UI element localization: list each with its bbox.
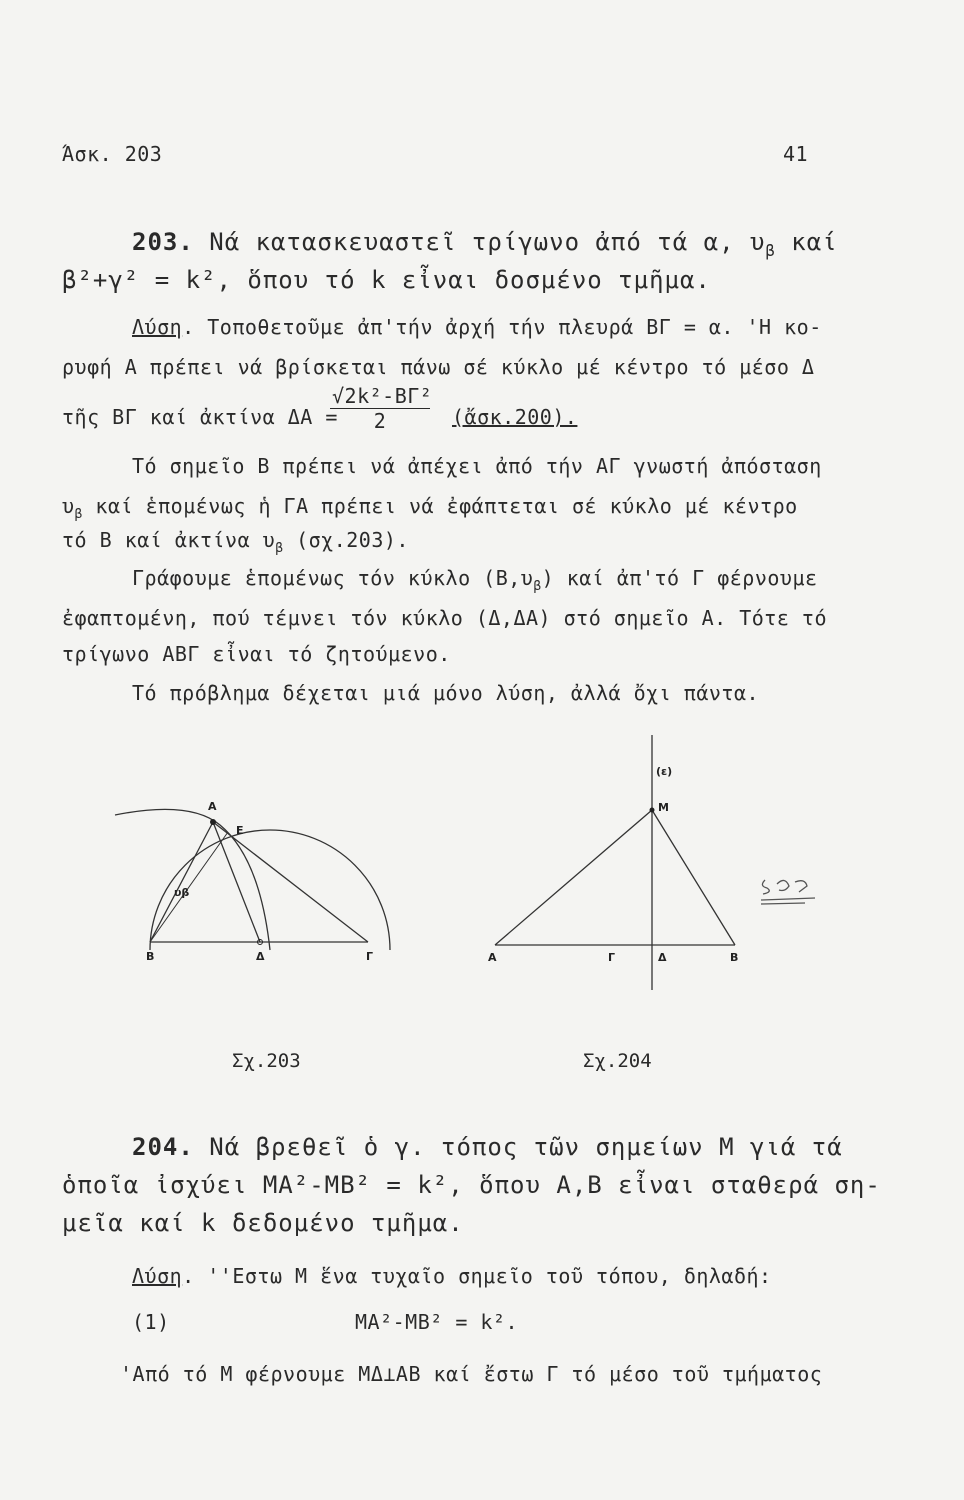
figure-204 <box>480 735 770 1000</box>
point-A <box>210 819 216 825</box>
text-line: τῆς ΒΓ καί ἀκτίνα ΔΑ = <box>62 405 338 429</box>
side-AB <box>150 822 213 942</box>
page-number: 41 <box>783 142 809 166</box>
ex204-number: 204. <box>132 1133 194 1161</box>
radius-fraction <box>330 384 433 433</box>
solution-label: Λύση <box>132 1264 183 1288</box>
text-line: ἐφαπτομένη, πού τέμνει τόν κύκλο (Δ,ΔΑ) στό σημεῖο Α. Τότε τό <box>62 606 828 630</box>
running-header: Άσκ. 203 <box>62 142 163 166</box>
figure-203 <box>110 780 410 970</box>
text-line: τρίγωνο ΑΒΓ εἶναι τό ζητούμενο. <box>62 642 451 666</box>
label-A: Α <box>488 951 497 964</box>
text-line: Τό σημεῖο Β πρέπει νά ἀπέχει ἀπό τήν ΑΓ γνωστή ἀπόσταση <box>132 454 822 478</box>
label-ub: υβ <box>174 886 190 899</box>
ex203-statement-line2: β²+γ² = k², ὅπου τό k εἶναι δοσμένο τμῆμα. <box>62 266 711 294</box>
point-M <box>650 808 655 813</box>
label-D: Δ <box>256 950 265 963</box>
ex203-statement-line1: 203. Νά κατασκευαστεῖ τρίγωνο ἀπό τά α, $\upsilon_\beta$ καί <box>132 228 838 260</box>
label-G: Γ <box>366 950 374 963</box>
ex204-statement-line1: 204. Νά βρεθεῖ ὁ γ. τόπος τῶν σημείων Μ γιά τά <box>132 1133 843 1161</box>
segment-MA <box>495 810 652 945</box>
label-E: Ε <box>236 824 244 837</box>
label-D: Δ <box>658 951 667 964</box>
equation-1: ΜΑ²-ΜΒ² = k². <box>355 1310 519 1334</box>
label-M: Μ <box>658 801 669 814</box>
label-epsilon: (ε) <box>656 765 673 778</box>
label-B: Β <box>730 951 739 964</box>
text-line: $\upsilon_\beta$ καί ἑπομένως ἡ ΓΑ πρέπει νά ἐφάπτεται σέ κύκλο μέ κέντρο <box>62 494 798 522</box>
label-B: Β <box>146 950 155 963</box>
label-G: Γ <box>608 951 616 964</box>
reference-ex200: (ἄσκ.200). <box>452 405 578 429</box>
ex203-number: 203. <box>132 228 194 256</box>
solution-label: Λύση <box>132 315 183 339</box>
figure-204-caption: Σχ.204 <box>583 1050 652 1072</box>
text-line: 'Από τό Μ φέρνουμε ΜΔ⊥ΑΒ καί ἔστω Γ τό μέσο τοῦ τμήματος <box>120 1362 823 1386</box>
ex204-statement-line2: ὁποῖα ἰσχύει ΜΑ²-ΜΒ² = k², ὅπου Α,Β εἶναι σταθερά ση- <box>62 1171 881 1199</box>
fraction-denominator: 2 <box>373 409 387 433</box>
handwritten-mark <box>755 868 825 908</box>
ex203-solution-line1: Λύση. Τοποθετοῦμε ἀπ'τήν ἀρχή τήν πλευρά ΒΓ = α. 'Η κο- <box>132 315 822 339</box>
ex204-statement-line3: μεῖα καί k δεδομένο τμῆμα. <box>62 1209 464 1237</box>
figure-203-caption: Σχ.203 <box>232 1050 301 1072</box>
text-line: Τό πρόβλημα δέχεται μιά μόνο λύση, ἀλλά ὄχι πάντα. <box>132 681 760 705</box>
text-line: ρυφή Α πρέπει νά βρίσκεται πάνω σέ κύκλο μέ κέντρο τό μέσο Δ <box>62 355 815 379</box>
fraction-numerator: √2k²-ΒΓ² <box>332 384 433 408</box>
segment-MB <box>652 810 735 945</box>
text-line: Γράφουμε ἑπομένως τόν κύκλο $(B,\upsilon_\beta)$ καί ἀπ'τό Γ φέρνουμε <box>132 566 818 594</box>
equation-number: (1) <box>132 1310 170 1334</box>
label-A: Α <box>208 800 217 813</box>
text-line: τό Β καί ἀκτίνα $\upsilon_\beta$ (σχ.203). <box>62 528 409 556</box>
ex204-solution-line1: Λύση. ''Εστω Μ ἕνα τυχαῖο σημεῖο τοῦ τόπου, δηλαδή: <box>132 1264 772 1288</box>
circle-B-arc <box>115 809 270 950</box>
